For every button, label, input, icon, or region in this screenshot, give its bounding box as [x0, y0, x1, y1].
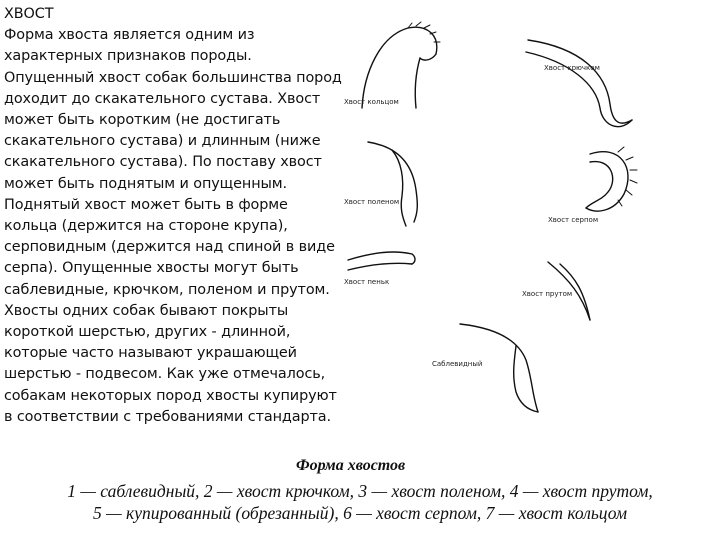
label-docked-tail: Хвост пеньк: [344, 278, 390, 286]
figure-title: Форма хвостов: [296, 457, 406, 474]
tail-drawings: [320, 12, 720, 464]
figure-caption: [0, 480, 720, 524]
sickle-tail-drawing: [586, 147, 637, 211]
ring-tail-drawing: [362, 22, 440, 108]
article-heading: ХВОСТ: [4, 6, 54, 22]
label-sickle-tail: Хвост серпом: [548, 216, 599, 224]
hook-tail-drawing: [526, 40, 632, 127]
label-ring-tail: Хвост кольцом: [344, 98, 399, 106]
article-paragraph-2: Хвосты одних собак бывают покрыты короткой шерстью, других - длинной, которые часто называют украшающей шерстью - подвесом. Как уже отмечалось, собакам некоторых пород хвосты купируют в соответствии с требованиями стандарта.: [4, 302, 337, 425]
label-log-tail: Хвост поленом: [344, 198, 400, 206]
log-tail-drawing: [368, 142, 417, 226]
label-saber-tail: Саблевидный: [432, 360, 483, 368]
article-text: [4, 4, 344, 428]
docked-tail-drawing: [348, 252, 415, 270]
tail-shapes-figure: [320, 12, 720, 464]
caption-line-2: 5 — купированный (обрезанный), 6 — хвост серпом, 7 — хвост кольцом: [92, 503, 628, 523]
saber-tail-drawing: [460, 324, 538, 412]
article-paragraph-1: Форма хвоста является одним из характерных признаков породы. Опущенный хвост собак большинства пород доходит до скакательного сустава. Хвост может быть коротким (не достигать скакательного сустава) и длинным (ниже скакательного сустава). По поставу хвост может быть поднятым и опущенным. Поднятый хвост может быть в форме кольца (держится на стороне крупа), серповидным (держится над спиной в виде серпа). Опущенные хвосты могут быть саблевидные, крючком, поленом и прутом.: [4, 27, 342, 298]
caption-line-1: 1 — саблевидный, 2 — хвост крючком, 3 — хвост поленом, 4 — хвост прутом,: [67, 481, 653, 501]
label-hook-tail: Хвост крючком: [544, 64, 600, 72]
label-twig-tail: Хвост прутом: [522, 290, 573, 298]
